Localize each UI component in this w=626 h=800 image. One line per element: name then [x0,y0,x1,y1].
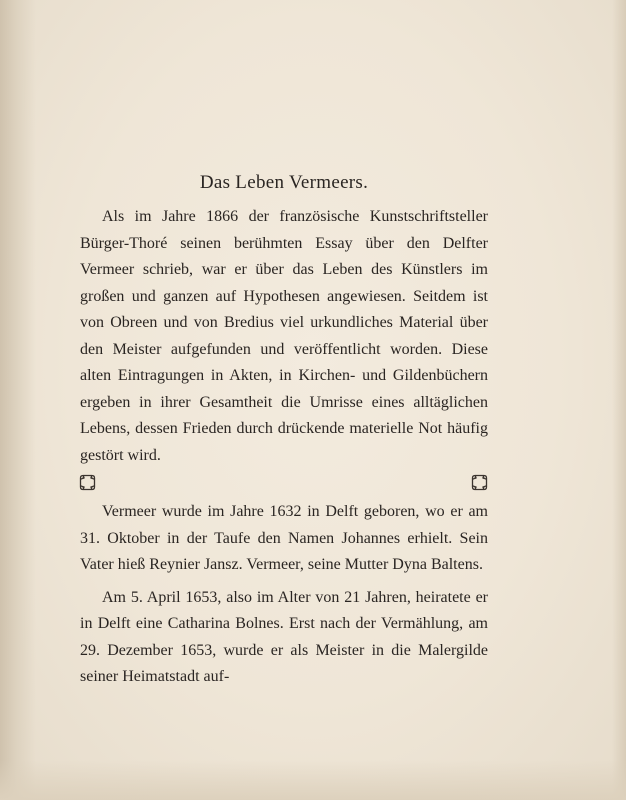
square-knot-ornament-icon [471,474,488,491]
paragraph-1: Als im Jahre 1866 der französische Kunstschriftsteller Bürger-Thoré seinen berühmten Essay über den Delfter Vermeer schrieb, war er über das Leben des Künstlers im großen und ganzen auf Hypothesen angewiesen. Seitdem ist von Obreen und von Bredius viel urkundliches Material über den Meister aufgefunden und veröffentlicht worden. Diese alten Eintragungen in Akten, in Kirchen- und Gildenbüchern ergeben in ihrer Gesamtheit die Umrisse eines alltäglichen Lebens, dessen Frieden durch drückende materielle Not häufig gestört wird. [80,208,488,464]
square-knot-ornament-icon [79,474,96,491]
section-divider [80,471,488,495]
paragraph-3: Am 5. April 1653, also im Alter von 21 Jahren, heiratete er in Delft eine Catharina Bolnes. Erst nach der Vermählung, am 29. Dezember 1653, wurde er als Meister in die Malergilde seiner Heimatstadt auf- [80,588,488,685]
paragraph-2: Vermeer wurde im Jahre 1632 in Delft geboren, wo er am 31. Oktober in der Taufe den Namen Johannes erhielt. Sein Vater hieß Reynier Jansz. Vermeer, seine Mutter Dyna Baltens. [80,503,488,573]
page-text-block [80,170,488,691]
page-edge-right [612,0,626,800]
chapter-title: Das Leben Vermeers. [199,172,369,193]
page-edge-bottom [0,760,626,800]
binding-gutter-shadow [0,0,36,800]
